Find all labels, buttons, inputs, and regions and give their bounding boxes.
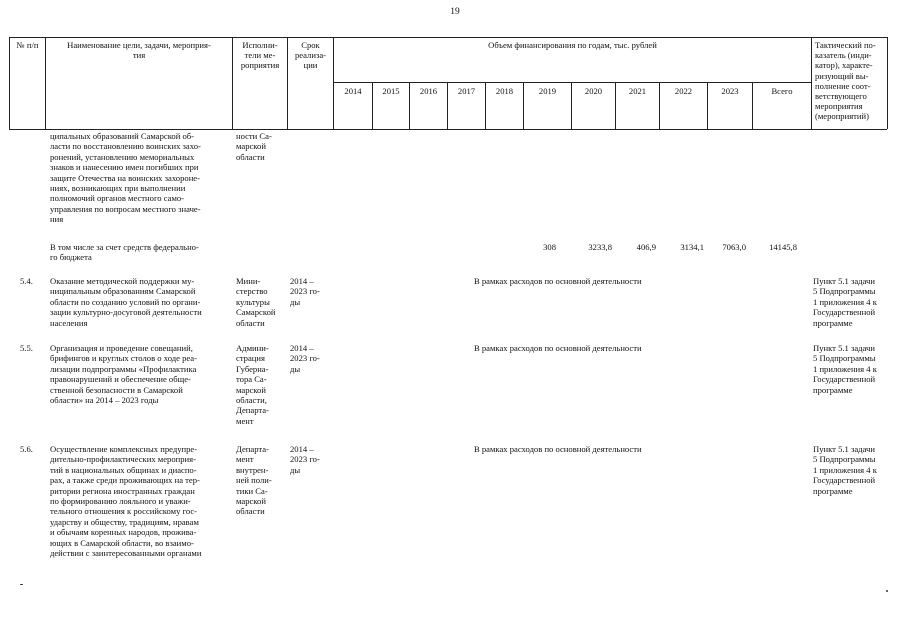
row-name	[50, 444, 230, 558]
text-line: ронений, установлению мемориальных	[50, 151, 195, 162]
header-indicator-line: ризующий вы-	[815, 70, 869, 81]
text-line: Мини-	[236, 276, 261, 286]
text-line: ственной безопасности в Самарской	[50, 384, 183, 395]
header-name	[47, 40, 231, 60]
header-financing: Объем финансирования по годам, тыс. рублей	[488, 40, 657, 50]
text-line: области	[236, 317, 265, 328]
row-name	[50, 276, 230, 328]
text-line: го бюджета	[50, 252, 92, 263]
row-term	[290, 276, 332, 307]
text-line: марской	[236, 384, 266, 395]
text-line: Губерна-	[236, 363, 269, 374]
header-term-line: Срок	[301, 40, 320, 50]
text-line: культуры	[236, 296, 270, 307]
text-line: марской	[236, 496, 266, 507]
text-line: программе	[813, 317, 853, 328]
value-2021: 406,9	[636, 242, 656, 252]
continued-row-name	[50, 131, 230, 225]
header-term-line: реализа-	[294, 50, 327, 61]
row-indicator	[813, 343, 891, 395]
text-line: правонарушений и обеспечение обще-	[50, 374, 191, 385]
value-2023: 7063,0	[722, 242, 746, 252]
text-line: населения	[50, 317, 88, 328]
header-indicator-line: казатель (инди-	[815, 50, 872, 61]
text-line: марской	[236, 141, 266, 152]
text-line: программе	[813, 485, 853, 496]
year-header: 2021	[628, 86, 647, 96]
text-line: знаков и нанесению имен погибших при	[50, 162, 199, 173]
header-name-line: тия	[132, 50, 146, 61]
text-line: области по созданию условий по органи-	[50, 296, 201, 307]
text-line: ласти по восстановлению воинских захо-	[50, 141, 201, 152]
text-line: Осуществление комплексных предупре-	[50, 444, 198, 454]
row-term	[290, 343, 332, 374]
row-financing: В рамках расходов по основной деятельности	[474, 276, 642, 286]
text-line: 5 Подпрограммы	[813, 454, 876, 465]
row-term	[290, 444, 332, 475]
text-line: и обычаям коренных народов, прожива-	[50, 527, 197, 538]
year-header: 2019	[538, 86, 557, 96]
text-line: лизации подпрограммы «Профилактика	[50, 363, 197, 374]
header-term	[288, 40, 333, 71]
row-executor	[236, 444, 288, 517]
header-executor-line: Исполни-	[242, 40, 278, 50]
row-number: 5.4.	[20, 276, 33, 286]
row-financing: В рамках расходов по основной деятельности	[474, 444, 642, 454]
text-line: тельного отношения к российскому гос-	[50, 506, 198, 517]
year-header: 2014	[344, 86, 362, 96]
text-line: ды	[290, 464, 301, 475]
header-indicator-line: катор), характе-	[815, 60, 873, 71]
header-indicator	[815, 40, 887, 122]
row-executor	[236, 343, 288, 426]
text-line: Департа-	[236, 444, 269, 454]
scan-speck	[886, 590, 888, 592]
text-line: 2014 –	[290, 343, 314, 353]
text-line: Админи-	[236, 343, 269, 353]
text-line: В том числе за счет средств федерально-	[50, 242, 199, 252]
row-indicator	[813, 444, 891, 496]
text-line: ней поли-	[236, 475, 272, 486]
text-line: Государственной	[813, 374, 876, 385]
text-line: 1 приложения 4 к	[813, 363, 877, 374]
year-header: 2017	[457, 86, 476, 96]
text-line: ниях, возникающих при выполнении	[50, 183, 186, 194]
text-line: 1 приложения 4 к	[813, 464, 877, 475]
text-line: мент	[236, 415, 254, 426]
text-line: страция	[236, 353, 265, 364]
text-line: Пункт 5.1 задачи	[813, 444, 875, 454]
text-line: рах, а также среди проживающих на тер-	[50, 475, 200, 486]
text-line: ниципальным образованиям Самарской	[50, 286, 196, 297]
header-executor	[233, 40, 287, 71]
text-line: брифингов и круглых столов о ходе реа-	[50, 353, 197, 364]
text-line: области	[236, 506, 265, 517]
year-header: 2022	[674, 86, 693, 96]
value-2020: 3233,8	[588, 242, 612, 252]
year-header: 2016	[419, 86, 438, 96]
text-line: 2014 –	[290, 444, 314, 454]
text-line: тора Са-	[236, 374, 267, 385]
row-name	[50, 343, 230, 405]
text-line: 5 Подпрограммы	[813, 353, 876, 364]
text-line: управления по вопросам местного значе-	[50, 203, 201, 214]
text-line: ния	[50, 214, 64, 225]
header-term-line: ции	[303, 60, 318, 71]
text-line: программе	[813, 384, 853, 395]
header-indicator-line: мероприятия	[815, 101, 863, 112]
text-line: ды	[290, 363, 301, 374]
text-line: ющих в Самарской области, во взаимо-	[50, 537, 194, 548]
text-line: области,	[236, 395, 267, 406]
text-line: области	[236, 151, 265, 162]
page-number: 19	[450, 7, 460, 17]
row-indicator	[813, 276, 891, 328]
federal-row-name	[50, 242, 232, 263]
text-line: защите Отечества на воинских захороне-	[50, 172, 200, 183]
text-line: Самарской	[236, 307, 276, 318]
year-header: Всего	[771, 86, 793, 96]
text-line: по формированию лояльного и уважи-	[50, 496, 191, 507]
year-header: 2015	[382, 86, 400, 96]
text-line: 2023 го-	[290, 454, 320, 465]
text-line: Оказание методической поддержки му-	[50, 276, 195, 286]
text-line: области» на 2014 – 2023 годы	[50, 395, 159, 406]
text-line: внутрен-	[236, 464, 269, 475]
text-line: Организация и проведение совещаний,	[50, 343, 193, 353]
text-line: Государственной	[813, 475, 876, 486]
scan-speck	[20, 584, 23, 585]
text-line: тий в национальных общинах и диаспо-	[50, 464, 197, 475]
text-line: дительно-профилактических мероприя-	[50, 454, 196, 465]
header-indicator-line: Тактический по-	[815, 40, 876, 50]
header-executor-line: роприятия	[240, 60, 280, 71]
text-line: ципальных образований Самарской об-	[50, 131, 195, 141]
row-executor	[236, 276, 288, 328]
text-line: 2023 го-	[290, 286, 320, 297]
value-2019: 308	[543, 242, 556, 252]
row-financing: В рамках расходов по основной деятельности	[474, 343, 642, 353]
value-2022: 3134,1	[680, 242, 704, 252]
value-total: 14145,8	[769, 242, 797, 252]
header-indicator-line: ветствующего	[815, 91, 867, 102]
year-header: 2020	[584, 86, 603, 96]
text-line: действии с заинтересованными органами	[50, 548, 202, 559]
text-line: 5 Подпрограммы	[813, 286, 876, 297]
header-indicator-line: (мероприятий)	[815, 111, 869, 122]
text-line: ударству и обществу, традициям, нравам	[50, 516, 199, 527]
text-line: стерство	[236, 286, 268, 297]
year-header: 2018	[495, 86, 514, 96]
text-line: Департа-	[236, 405, 269, 416]
header-name-line: Наименование цели, задачи, мероприя-	[67, 40, 211, 50]
text-line: 2014 –	[290, 276, 314, 286]
text-line: тики Са-	[236, 485, 268, 496]
text-line: ритории региона иностранных граждан	[50, 485, 195, 496]
text-line: Пункт 5.1 задачи	[813, 276, 875, 286]
header-num: № п/п	[16, 40, 39, 50]
text-line: ды	[290, 296, 301, 307]
row-number: 5.5.	[20, 343, 33, 353]
text-line: мент	[236, 454, 254, 465]
text-line: полномочий органов местного само-	[50, 193, 185, 204]
row-number: 5.6.	[20, 444, 33, 454]
text-line: 2023 го-	[290, 353, 320, 364]
header-executor-line: тели ме-	[244, 50, 276, 61]
text-line: ности Са-	[236, 131, 272, 141]
text-line: зации культурно-досуговой деятельности	[50, 307, 202, 318]
continued-row-executor	[236, 131, 288, 162]
header-indicator-line: полнение соот-	[815, 80, 871, 91]
text-line: Государственной	[813, 307, 876, 318]
year-header: 2023	[721, 86, 739, 96]
text-line: Пункт 5.1 задачи	[813, 343, 875, 353]
text-line: 1 приложения 4 к	[813, 296, 877, 307]
